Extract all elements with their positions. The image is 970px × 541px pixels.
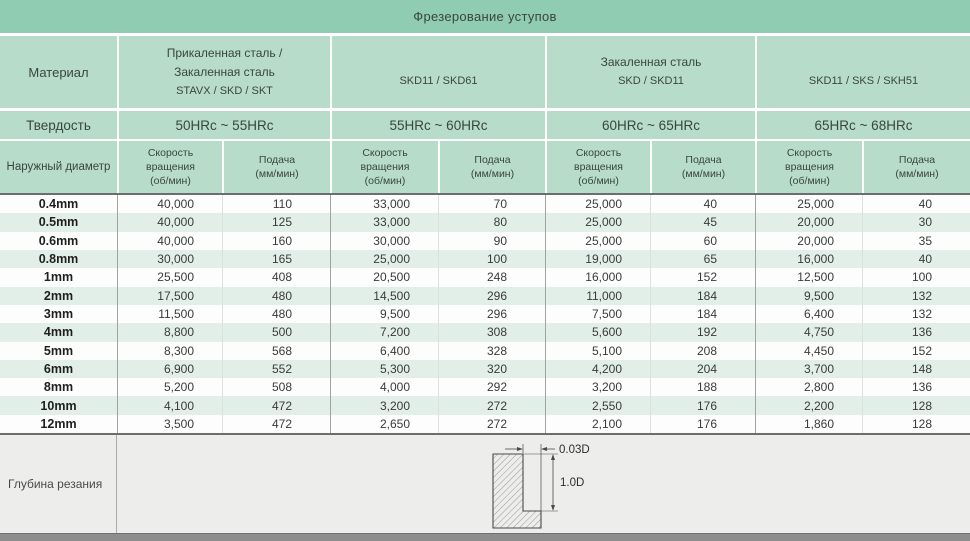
speed-value: 9,500 (755, 287, 862, 305)
speed-value: 40,000 (117, 195, 222, 213)
speed-value: 25,000 (755, 195, 862, 213)
subheader-line: (об/мин) (578, 175, 619, 187)
subheader-line: Скорость (786, 147, 833, 159)
subheader-line: вращения (146, 161, 195, 173)
dim-side-label: 1.0D (560, 477, 585, 489)
hardness-group-4: 65HRc ~ 68HRc (757, 111, 970, 139)
feed-value: 408 (222, 268, 330, 286)
diameter-value: 3mm (43, 307, 74, 322)
feed-value: 552 (222, 360, 330, 378)
hardness-row (0, 111, 970, 139)
material-grades: SKD / SKD11 (618, 75, 684, 87)
dim-top-label: 0.03D (559, 444, 590, 456)
feed-value: 125 (222, 213, 330, 231)
speed-value: 5,100 (545, 342, 650, 360)
feed-value: 152 (862, 342, 970, 360)
speed-value: 7,500 (545, 305, 650, 323)
speed-value: 6,900 (117, 360, 222, 378)
feed-value: 110 (222, 195, 330, 213)
speed-value: 2,550 (545, 396, 650, 414)
subheader-line: (об/мин) (150, 175, 191, 187)
speed-value: 25,000 (545, 213, 650, 231)
feed-header-g3 (652, 141, 755, 193)
diameter-value: 2mm (43, 288, 74, 303)
feed-value: 128 (862, 396, 970, 414)
speed-value: 7,200 (330, 323, 438, 341)
speed-value: 2,200 (755, 396, 862, 414)
speed-header-g2 (332, 141, 438, 193)
table-row (0, 268, 970, 286)
subheader-line: Скорость (362, 147, 408, 159)
feed-value: 328 (438, 342, 545, 360)
feed-value: 176 (650, 396, 755, 414)
speed-value: 17,500 (117, 287, 222, 305)
speed-value: 12,500 (755, 268, 862, 286)
speed-value: 11,500 (117, 305, 222, 323)
cutting-depth-section (0, 435, 970, 533)
feed-value: 208 (650, 342, 755, 360)
speed-value: 40,000 (117, 232, 222, 250)
diameter-value: 0.6mm (38, 233, 79, 248)
table-row (0, 305, 970, 323)
arrow-left-icon (541, 447, 547, 451)
speed-value: 16,000 (755, 250, 862, 268)
arrow-up-icon (551, 454, 555, 460)
feed-value: 192 (650, 323, 755, 341)
subheader-line: Подача (474, 154, 511, 166)
speed-value: 2,100 (545, 415, 650, 433)
feed-value: 70 (438, 195, 545, 213)
material-group-1 (119, 36, 330, 108)
speed-value: 25,500 (117, 268, 222, 286)
speed-value: 25,000 (545, 195, 650, 213)
feed-value: 184 (650, 287, 755, 305)
feed-value: 188 (650, 378, 755, 396)
material-group-4 (757, 36, 970, 108)
feed-value: 272 (438, 396, 545, 414)
feed-value: 248 (438, 268, 545, 286)
cutting-depth-diagram-area (117, 435, 970, 533)
speed-value: 5,300 (330, 360, 438, 378)
subheader-line: (мм/мин) (681, 168, 726, 180)
speed-value: 1,860 (755, 415, 862, 433)
speed-value: 3,200 (545, 378, 650, 396)
table-title-banner (0, 0, 970, 33)
feed-value: 296 (438, 305, 545, 323)
feed-value: 80 (438, 213, 545, 231)
diameter-value: 4mm (43, 325, 74, 340)
arrow-down-icon (551, 505, 555, 511)
feed-header-g4 (864, 141, 970, 193)
feed-value: 480 (222, 305, 330, 323)
speed-value: 2,800 (755, 378, 862, 396)
hardness-row-label: Твердость (0, 111, 117, 139)
feed-value: 152 (650, 268, 755, 286)
diameter-value: 8mm (43, 380, 74, 395)
material-grades: SKD11 / SKS / SKH51 (808, 74, 919, 87)
speed-value: 9,500 (330, 305, 438, 323)
speed-value: 20,000 (755, 213, 862, 231)
material-group-2 (332, 36, 545, 108)
hardness-group-2: 55HRc ~ 60HRc (332, 111, 545, 139)
feed-value: 308 (438, 323, 545, 341)
subheader-line: (мм/мин) (470, 168, 515, 180)
feed-value: 165 (222, 250, 330, 268)
subheader-row (0, 141, 970, 193)
speed-value: 3,700 (755, 360, 862, 378)
feed-value: 204 (650, 360, 755, 378)
table-row (0, 213, 970, 231)
speed-value: 20,500 (330, 268, 438, 286)
material-line: Прикаленная сталь / (166, 45, 283, 60)
feed-value: 292 (438, 378, 545, 396)
speed-value: 30,000 (330, 232, 438, 250)
feed-value: 184 (650, 305, 755, 323)
bottom-bar (0, 533, 970, 541)
speed-header-g1 (119, 141, 222, 193)
feed-value: 132 (862, 305, 970, 323)
speed-value: 4,450 (755, 342, 862, 360)
feed-value: 272 (438, 415, 545, 433)
table-row (0, 323, 970, 341)
speed-value: 3,500 (117, 415, 222, 433)
material-group-3 (547, 36, 755, 108)
feed-value: 60 (650, 232, 755, 250)
subheader-line: Подача (898, 154, 936, 166)
hardness-group-1: 50HRc ~ 55HRc (119, 111, 330, 139)
subheader-line: Скорость (575, 147, 622, 159)
feed-value: 90 (438, 232, 545, 250)
table-row (0, 250, 970, 268)
feed-value: 100 (438, 250, 545, 268)
speed-value: 25,000 (545, 232, 650, 250)
feed-value: 320 (438, 360, 545, 378)
feed-value: 65 (650, 250, 755, 268)
speed-value: 11,000 (545, 287, 650, 305)
arrow-right-icon (517, 447, 523, 451)
feed-value: 128 (862, 415, 970, 433)
page-title: Фрезерование уступов (413, 9, 557, 24)
diameter-value: 12mm (40, 416, 77, 431)
feed-header-g2 (440, 141, 545, 193)
feed-value: 132 (862, 287, 970, 305)
speed-value: 25,000 (330, 250, 438, 268)
feed-value: 296 (438, 287, 545, 305)
speed-value: 14,500 (330, 287, 438, 305)
speed-header-g3 (547, 141, 650, 193)
speed-value: 5,600 (545, 323, 650, 341)
diameter-value: 6mm (43, 361, 74, 376)
table-row (0, 415, 970, 433)
diameter-column-header: Наружный диаметр (0, 141, 117, 193)
feed-value: 568 (222, 342, 330, 360)
speed-value: 2,650 (330, 415, 438, 433)
diameter-value: 0.5mm (38, 215, 79, 230)
feed-value: 136 (862, 323, 970, 341)
speed-value: 33,000 (330, 213, 438, 231)
material-grades: STAVX / SKD / SKT (176, 84, 273, 97)
feed-value: 40 (650, 195, 755, 213)
feed-value: 40 (862, 195, 970, 213)
subheader-line: (мм/мин) (255, 168, 299, 180)
feed-value: 500 (222, 323, 330, 341)
feed-value: 160 (222, 232, 330, 250)
feed-value: 148 (862, 360, 970, 378)
step-profile-diagram (485, 441, 655, 531)
speed-value: 6,400 (755, 305, 862, 323)
speed-value: 40,000 (117, 213, 222, 231)
material-grades: SKD11 / SKD61 (399, 74, 478, 87)
speed-value: 16,000 (545, 268, 650, 286)
speed-value: 8,300 (117, 342, 222, 360)
material-line: Закаленная сталь (174, 64, 275, 79)
table-row (0, 287, 970, 305)
speed-value: 33,000 (330, 195, 438, 213)
speed-value: 3,200 (330, 396, 438, 414)
subheader-line: вращения (574, 161, 623, 173)
diameter-value: 1mm (43, 270, 74, 285)
speed-value: 30,000 (117, 250, 222, 268)
diameter-value: 0.8mm (38, 252, 79, 267)
feed-value: 508 (222, 378, 330, 396)
table-row (0, 342, 970, 360)
speed-value: 4,200 (545, 360, 650, 378)
hardness-group-3: 60HRc ~ 65HRc (547, 111, 755, 139)
feed-value: 40 (862, 250, 970, 268)
diameter-value: 10mm (40, 398, 77, 413)
feed-header-g1 (224, 141, 330, 193)
diameter-value: 5mm (43, 343, 74, 358)
speed-value: 8,800 (117, 323, 222, 341)
diameter-value: 0.4mm (38, 197, 79, 212)
speed-value: 4,100 (117, 396, 222, 414)
speed-value: 5,200 (117, 378, 222, 396)
subheader-line: вращения (785, 161, 834, 173)
speed-header-g4 (757, 141, 862, 193)
cutting-depth-label: Глубина резания (0, 435, 117, 533)
material-line: Закаленная сталь (600, 55, 702, 69)
feed-value: 45 (650, 213, 755, 231)
table-row (0, 232, 970, 250)
feed-value: 35 (862, 232, 970, 250)
feed-value: 30 (862, 213, 970, 231)
speed-value: 20,000 (755, 232, 862, 250)
table-row (0, 360, 970, 378)
table-row (0, 195, 970, 213)
subheader-line: (об/мин) (364, 175, 406, 187)
material-row-label: Материал (0, 36, 117, 108)
feed-value: 480 (222, 287, 330, 305)
subheader-line: Скорость (147, 147, 194, 159)
feed-value: 100 (862, 268, 970, 286)
speed-value: 6,400 (330, 342, 438, 360)
subheader-line: Подача (258, 154, 296, 166)
subheader-line: Подача (685, 154, 722, 166)
subheader-line: (об/мин) (789, 175, 830, 187)
speed-value: 19,000 (545, 250, 650, 268)
feed-value: 472 (222, 396, 330, 414)
table-row (0, 396, 970, 414)
speed-value: 4,000 (330, 378, 438, 396)
speed-value: 4,750 (755, 323, 862, 341)
material-row (0, 36, 970, 108)
subheader-line: (мм/мин) (895, 168, 939, 180)
table-row (0, 378, 970, 396)
feed-value: 136 (862, 378, 970, 396)
workpiece-shape-icon (493, 454, 541, 528)
data-rows (0, 195, 970, 433)
feed-value: 176 (650, 415, 755, 433)
subheader-line: вращения (360, 161, 410, 173)
feed-value: 472 (222, 415, 330, 433)
